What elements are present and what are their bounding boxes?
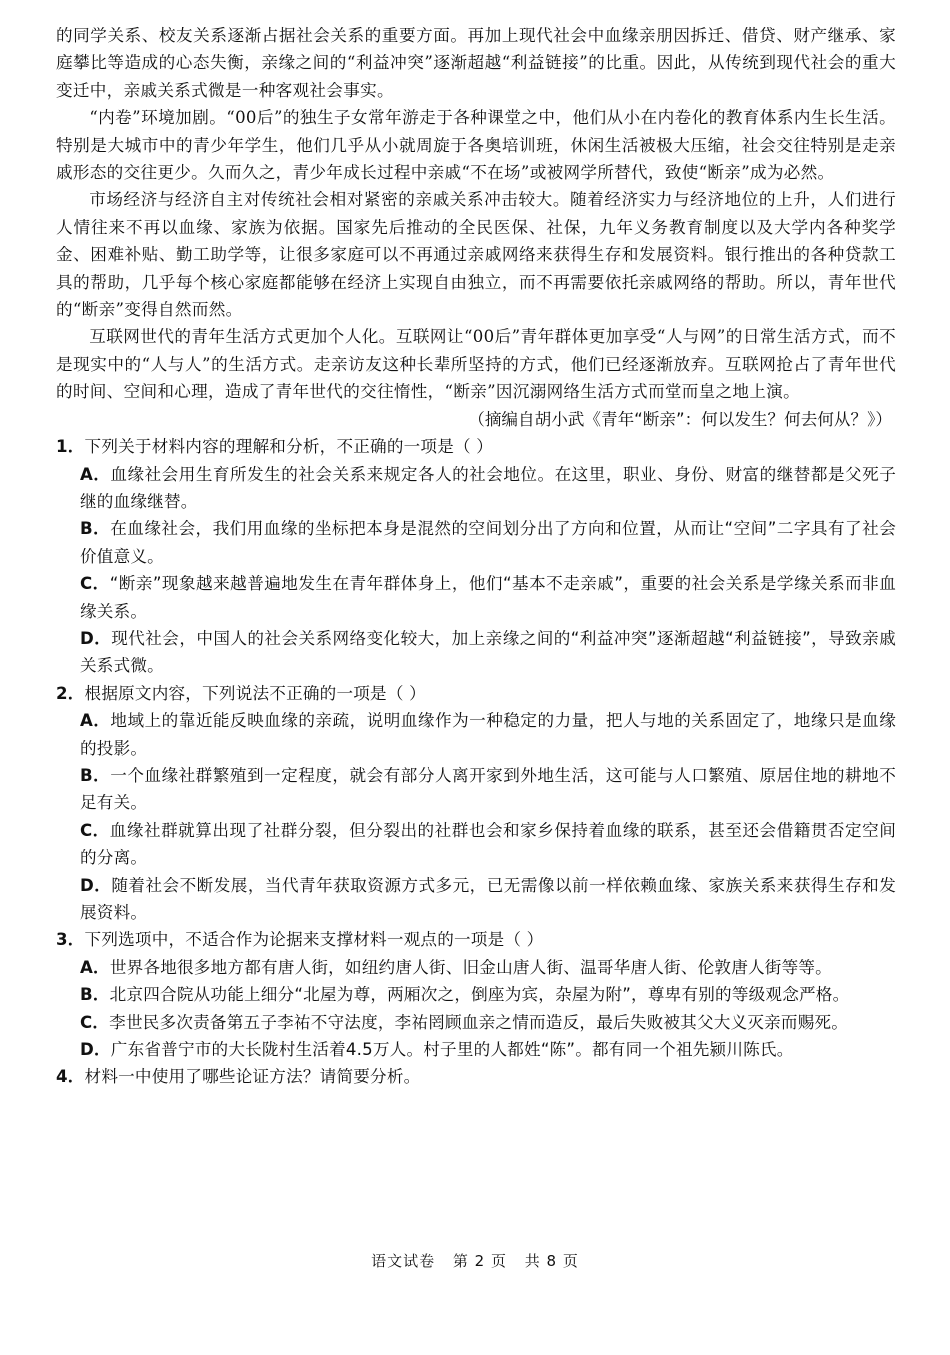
passage-paragraph-4: 互联网世代的青年生活方式更加个人化。互联网让“00后”青年群体更加享受“人与网”的日常生活方式，而不是现实中的“人与人”的生活方式。走亲访友这种长辈所坚持的方式，他们已经逐渐放弃。互联网抢占了青年世代的时间、空间和心理，造成了青年世代的交往惰性，“断亲”因沉溺网络生活方式而堂而皇之地上演。 <box>56 327 896 402</box>
question-text: 材料一中使用了哪些论证方法？请简要分析。 <box>84 1067 421 1087</box>
question-stem <box>56 926 896 953</box>
option-b <box>80 981 896 1008</box>
footer-page-number: 第 2 页 <box>452 1252 507 1270</box>
question-number: 3． <box>56 930 85 950</box>
passage-source: （摘编自胡小武《青年“断亲”：何以发生？何去何从？》） <box>468 409 892 429</box>
option-text: 地域上的靠近能反映血缘的亲疏，说明血缘作为一种稳定的力量，把人与地的关系固定了，地缘只是血缘的投影。 <box>80 711 896 758</box>
option-letter: C． <box>80 1012 110 1032</box>
question-number: 4． <box>56 1067 85 1087</box>
option-text: 随着社会不断发展，当代青年获取资源方式多元，已无需像以前一样依赖血缘、家族关系来获得生存和发展资料。 <box>80 875 896 922</box>
question-text: 下列关于材料内容的理解和分析，不正确的一项是（ ） <box>84 437 494 457</box>
option-letter: A． <box>80 711 111 731</box>
option-text: 血缘社群就算出现了社群分裂，但分裂出的社群也会和家乡保持着血缘的联系，甚至还会借籍贯否定空间的分离。 <box>80 820 896 868</box>
option-d <box>80 872 896 927</box>
passage-paragraph-1: 的同学关系、校友关系逐渐占据社会关系的重要方面。再加上现代社会中血缘亲朋因拆迁、借贷、财产继承、家庭攀比等造成的心态失衡，亲缘之间的“利益冲突”逐渐超越“利益链接”的比重。因此，从传统到现代社会的重大变迁中，亲戚关系式微是一种客观社会事实。 <box>56 26 896 100</box>
option-a <box>80 461 896 516</box>
option-letter: B． <box>80 519 111 539</box>
question-stem <box>56 680 896 707</box>
option-text: “断亲”现象越来越普遍地发生在青年群体身上，他们“基本不走亲戚”，重要的社会关系是学缘关系而非血缘关系。 <box>80 574 897 621</box>
option-text: 北京四合院从功能上细分“北屋为尊，两厢次之，倒座为宾，杂屋为附”，尊卑有别的等级观念严格。 <box>109 985 850 1005</box>
question-text: 下列选项中，不适合作为论据来支撑材料一观点的一项是（ ） <box>84 930 544 950</box>
option-letter: D． <box>80 628 112 648</box>
option-b <box>80 762 896 817</box>
exam-page <box>56 22 896 1091</box>
option-text: 在血缘社会，我们用血缘的坐标把本身是混然的空间划分出了方向和位置，从而让“空间”二字具有了社会价值意义。 <box>80 519 896 566</box>
question-number: 1． <box>56 437 85 457</box>
question-stem <box>56 1063 896 1090</box>
option-d <box>80 1036 896 1063</box>
option-letter: D． <box>80 875 112 895</box>
option-text: 一个血缘社群繁殖到一定程度，就会有部分人离开家到外地生活，这可能与人口繁殖、原居住地的耕地不足有关。 <box>80 765 896 813</box>
footer-subject: 语文试卷 <box>371 1252 436 1270</box>
option-letter: B． <box>80 765 111 785</box>
option-b <box>80 515 896 570</box>
question-3 <box>56 926 896 1063</box>
passage-paragraph-3: 市场经济与经济自主对传统社会相对紧密的亲戚关系冲击较大。随着经济实力与经济地位的上升，人们进行人情往来不再以血缘、家族为依据。国家先后推动的全民医保、社保，九年义务教育制度以及大学内各种奖学金、困难补贴、勤工助学等，让很多家庭可以不再通过亲戚网络来获得生存和发展资料。银行推出的各种贷款工具的帮助，几乎每个核心家庭都能够在经济上实现自由独立，而不再需要依托亲戚网络的帮助。所以，青年世代的“断亲”变得自然而然。 <box>56 190 896 320</box>
option-text: 现代社会，中国人的社会关系网络变化较大，加上亲缘之间的“利益冲突”逐渐超越“利益链接”，导致亲戚关系式微。 <box>80 628 896 676</box>
page-footer <box>0 1250 950 1271</box>
option-c <box>80 570 896 625</box>
option-c <box>80 817 896 872</box>
question-1 <box>56 433 896 680</box>
question-stem <box>56 433 896 460</box>
question-text: 根据原文内容，下列说法不正确的一项是（ ） <box>84 683 426 703</box>
passage-paragraph-2: “内卷”环境加剧。“00后”的独生子女常年游走于各种课堂之中，他们从小在内卷化的教育体系内生长生活。特别是大城市中的青少年学生，他们几乎从小就周旋于各奥培训班，休闲生活被极大压缩，社会交往特别是走亲戚形态的交往更少。久而久之，青少年成长过程中亲戚“不在场”或被网学所替代，致使“断亲”成为必然。 <box>56 108 896 183</box>
question-2 <box>56 680 896 927</box>
option-letter: B． <box>80 985 110 1005</box>
option-letter: A． <box>80 957 110 977</box>
option-letter: C． <box>80 574 110 594</box>
option-c <box>80 1009 896 1036</box>
option-a <box>80 954 896 981</box>
option-a <box>80 707 896 762</box>
question-number: 2． <box>56 683 85 703</box>
option-text: 李世民多次责备第五子李祐不守法度，李祐罔顾血亲之情而造反，最后失败被其父大义灭亲而赐死。 <box>109 1012 849 1032</box>
footer-total-pages: 共 8 页 <box>524 1252 579 1270</box>
option-text: 血缘社会用生育所发生的社会关系来规定各人的社会地位。在这里，职业、身份、财富的继替都是父死子继的血缘继替。 <box>80 464 896 511</box>
option-letter: C． <box>80 820 110 840</box>
option-d <box>80 625 896 680</box>
option-text: 广东省普宁市的大长陇村生活着4.5万人。村子里的人都姓“陈”。都有同一个祖先颍川陈氏。 <box>110 1040 794 1060</box>
question-4 <box>56 1063 896 1090</box>
option-letter: A． <box>80 464 111 484</box>
option-text: 世界各地很多地方都有唐人街，如纽约唐人街、旧金山唐人街、温哥华唐人街、伦敦唐人街等等。 <box>109 957 832 977</box>
option-letter: D． <box>80 1040 111 1060</box>
